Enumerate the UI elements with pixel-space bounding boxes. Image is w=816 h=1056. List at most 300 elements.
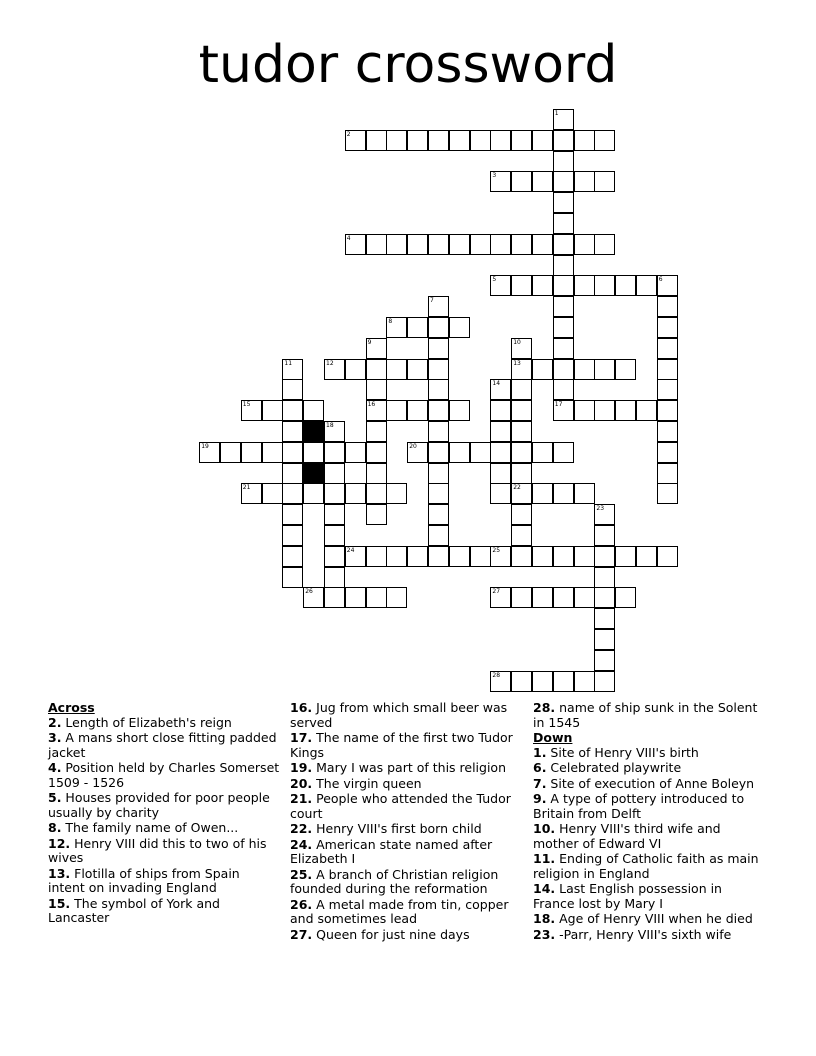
grid-cell[interactable] <box>532 275 553 296</box>
grid-cell[interactable] <box>490 421 511 442</box>
grid-cell[interactable] <box>553 213 574 234</box>
grid-cell[interactable] <box>449 130 470 151</box>
clue-item <box>48 791 280 820</box>
clue-num: 2. <box>48 714 62 730</box>
grid-cell[interactable] <box>490 234 511 255</box>
grid-cell[interactable] <box>303 442 324 463</box>
grid-cell[interactable] <box>220 442 241 463</box>
grid-cell[interactable] <box>324 525 345 546</box>
grid-cell[interactable] <box>553 587 574 608</box>
grid-cell[interactable] <box>366 234 387 255</box>
clue-num: 27. <box>290 926 313 942</box>
clue-heading: Down <box>533 730 573 745</box>
clue-text: A type of pottery introduced to Britain from Delft <box>533 791 745 821</box>
grid-cell[interactable] <box>574 587 595 608</box>
clue-item <box>290 822 522 837</box>
black-cell <box>303 463 324 484</box>
clue-num: 24. <box>290 836 313 852</box>
grid-cell[interactable] <box>657 546 678 567</box>
grid-cell[interactable] <box>449 317 470 338</box>
clue-item <box>290 761 522 776</box>
grid-cell[interactable] <box>428 379 449 400</box>
clue-number: 3 <box>492 172 497 180</box>
grid-cell[interactable] <box>386 400 407 421</box>
grid-cell[interactable] <box>407 400 428 421</box>
grid-cell[interactable] <box>594 359 615 380</box>
black-cell <box>303 421 324 442</box>
grid-cell[interactable] <box>428 546 449 567</box>
grid-cell[interactable] <box>594 546 615 567</box>
clue-number: 21 <box>242 484 251 492</box>
clue-text: The family name of Owen... <box>61 820 239 835</box>
grid-cell[interactable] <box>449 234 470 255</box>
grid-cell[interactable] <box>574 130 595 151</box>
clue-text: The name of the first two Tudor Kings <box>290 730 513 760</box>
grid-cell[interactable] <box>386 546 407 567</box>
grid-cell[interactable] <box>511 546 532 567</box>
grid-cell[interactable] <box>553 296 574 317</box>
grid-cell[interactable] <box>490 130 511 151</box>
clue-num: 21. <box>290 791 313 806</box>
clue-num: 10. <box>533 821 556 836</box>
clue-item <box>533 882 765 911</box>
grid-cell[interactable] <box>407 359 428 380</box>
grid-cell[interactable] <box>657 421 678 442</box>
clue-item <box>290 701 522 730</box>
clue-num: 14. <box>533 881 556 896</box>
grid-cell[interactable] <box>324 587 345 608</box>
grid-cell[interactable] <box>532 130 553 151</box>
grid-cell[interactable] <box>490 483 511 504</box>
clue-text: Mary I was part of this religion <box>312 760 507 775</box>
grid-cell[interactable] <box>241 483 262 504</box>
grid-cell[interactable] <box>345 587 366 608</box>
clue-text: American state named after Elizabeth I <box>290 836 493 866</box>
clue-number: 2 <box>346 130 351 138</box>
grid-cell[interactable] <box>657 275 678 296</box>
clue-text: Site of execution of Anne Boleyn <box>546 775 755 791</box>
clue-num: 17. <box>290 730 313 745</box>
grid-cell[interactable] <box>345 130 366 151</box>
clue-item <box>533 777 765 792</box>
clue-text: Henry VIII's first born child <box>312 821 482 836</box>
grid-cell[interactable] <box>386 483 407 504</box>
grid-cell[interactable] <box>636 400 657 421</box>
clue-number: 22 <box>513 484 521 492</box>
grid-cell[interactable] <box>553 234 574 255</box>
grid-cell[interactable] <box>511 525 532 546</box>
clue-number: 28 <box>492 671 501 679</box>
clue-item <box>533 746 765 761</box>
grid-cell[interactable] <box>407 234 428 255</box>
grid-cell[interactable] <box>553 192 574 213</box>
grid-cell[interactable] <box>594 629 615 650</box>
grid-cell[interactable] <box>428 234 449 255</box>
clue-num: 6. <box>533 760 547 775</box>
clue-column-3 <box>533 701 765 943</box>
grid-cell[interactable] <box>615 400 636 421</box>
grid-cell[interactable] <box>657 359 678 380</box>
grid-cell[interactable] <box>511 421 532 442</box>
grid-cell[interactable] <box>574 275 595 296</box>
grid-cell[interactable] <box>636 275 657 296</box>
grid-cell[interactable] <box>594 400 615 421</box>
grid-cell[interactable] <box>366 359 387 380</box>
grid-cell[interactable] <box>574 671 595 692</box>
clue-text: The symbol of York and Lancaster <box>48 895 220 925</box>
grid-cell[interactable] <box>553 359 574 380</box>
clue-number: 12 <box>326 359 334 367</box>
grid-cell[interactable] <box>282 567 303 588</box>
grid-cell[interactable] <box>657 442 678 463</box>
grid-cell[interactable] <box>324 504 345 525</box>
grid-cell[interactable] <box>470 442 491 463</box>
grid-cell[interactable] <box>594 567 615 588</box>
grid-cell[interactable] <box>532 442 553 463</box>
clue-num: 3. <box>48 730 62 745</box>
clue-item <box>48 867 280 896</box>
grid-cell[interactable] <box>553 317 574 338</box>
clue-item <box>533 852 765 881</box>
grid-cell[interactable] <box>428 483 449 504</box>
grid-cell[interactable] <box>532 546 553 567</box>
grid-cell[interactable] <box>511 338 532 359</box>
grid-cell[interactable] <box>345 546 366 567</box>
grid-cell[interactable] <box>553 442 574 463</box>
grid-cell[interactable] <box>303 587 324 608</box>
grid-cell[interactable] <box>282 379 303 400</box>
grid-cell[interactable] <box>532 483 553 504</box>
grid-cell[interactable] <box>199 442 220 463</box>
grid-cell[interactable] <box>366 463 387 484</box>
clue-item <box>533 701 765 730</box>
grid-cell[interactable] <box>511 400 532 421</box>
clue-text: A mans short close fitting padded jacket <box>48 730 277 760</box>
grid-cell[interactable] <box>553 130 574 151</box>
grid-cell[interactable] <box>428 504 449 525</box>
grid-cell[interactable] <box>594 504 615 525</box>
grid-cell[interactable] <box>553 275 574 296</box>
clue-text: The virgin queen <box>312 775 422 791</box>
grid-cell[interactable] <box>470 546 491 567</box>
grid-cell[interactable] <box>324 359 345 380</box>
grid-cell[interactable] <box>657 483 678 504</box>
clue-number: 23 <box>596 505 605 513</box>
grid-cell[interactable] <box>303 483 324 504</box>
grid-cell[interactable] <box>574 483 595 504</box>
clue-item <box>290 868 522 897</box>
grid-cell[interactable] <box>511 671 532 692</box>
clue-number: 18 <box>326 422 334 429</box>
grid-cell[interactable] <box>636 546 657 567</box>
clue-number: 11 <box>284 359 293 367</box>
clue-num: 15. <box>48 895 71 911</box>
grid-cell[interactable] <box>574 546 595 567</box>
clue-num: 18. <box>533 911 556 926</box>
grid-cell[interactable] <box>594 275 615 296</box>
clue-num: 13. <box>48 865 71 881</box>
clue-number: 27 <box>492 588 501 596</box>
grid-cell[interactable] <box>490 171 511 192</box>
clue-text: Age of Henry VIII when he died <box>555 911 753 926</box>
grid-cell[interactable] <box>490 442 511 463</box>
grid-cell[interactable] <box>262 483 283 504</box>
clue-text: Position held by Charles Somerset 1509 - 1526 <box>48 760 280 790</box>
grid-cell[interactable] <box>490 463 511 484</box>
grid-cell[interactable] <box>366 504 387 525</box>
clue-text: -Parr, Henry VIII's sixth wife <box>555 926 732 942</box>
grid-cell[interactable] <box>366 421 387 442</box>
grid-cell[interactable] <box>386 234 407 255</box>
grid-cell[interactable] <box>428 400 449 421</box>
clue-number: 1 <box>554 110 559 117</box>
clue-num: 16. <box>290 700 313 715</box>
grid-cell[interactable] <box>428 296 449 317</box>
clue-num: 9. <box>533 791 547 806</box>
grid-cell[interactable] <box>407 546 428 567</box>
grid-cell[interactable] <box>511 504 532 525</box>
grid-cell[interactable] <box>615 359 636 380</box>
clue-number: 17 <box>554 401 563 409</box>
grid-cell[interactable] <box>532 359 553 380</box>
grid-cell[interactable] <box>532 234 553 255</box>
grid-cell[interactable] <box>594 234 615 255</box>
grid-cell[interactable] <box>615 275 636 296</box>
grid-cell[interactable] <box>366 400 387 421</box>
grid-cell[interactable] <box>282 421 303 442</box>
grid-cell[interactable] <box>511 171 532 192</box>
grid-cell[interactable] <box>428 525 449 546</box>
grid-cell[interactable] <box>574 359 595 380</box>
grid-cell[interactable] <box>594 650 615 671</box>
clue-item <box>290 792 522 821</box>
grid-cell[interactable] <box>594 671 615 692</box>
clue-item <box>290 928 522 943</box>
clue-num: 26. <box>290 896 313 912</box>
clue-item <box>533 822 765 851</box>
clue-text: A metal made from tin, copper and sometimes lead <box>290 896 509 926</box>
grid-cell[interactable] <box>324 421 345 442</box>
grid-cell[interactable] <box>303 400 324 421</box>
grid-cell[interactable] <box>532 587 553 608</box>
grid-cell[interactable] <box>553 546 574 567</box>
clue-item <box>533 761 765 776</box>
grid-cell[interactable] <box>282 504 303 525</box>
grid-cell[interactable] <box>345 483 366 504</box>
clue-item <box>533 792 765 821</box>
clue-number: 10 <box>513 338 521 346</box>
grid-cell[interactable] <box>386 130 407 151</box>
grid-cell[interactable] <box>490 587 511 608</box>
page-title: tudor crossword <box>198 35 618 95</box>
grid-cell[interactable] <box>449 400 470 421</box>
clue-num: 19. <box>290 760 313 775</box>
grid-cell[interactable] <box>594 608 615 629</box>
grid-cell[interactable] <box>657 296 678 317</box>
grid-cell[interactable] <box>386 587 407 608</box>
clue-number: 9 <box>367 338 372 346</box>
grid-cell[interactable] <box>366 379 387 400</box>
grid-cell[interactable] <box>594 130 615 151</box>
grid-cell[interactable] <box>407 442 428 463</box>
clue-number: 19 <box>201 442 209 450</box>
clue-column-1 <box>48 701 280 927</box>
grid-cell[interactable] <box>262 400 283 421</box>
grid-cell[interactable] <box>490 546 511 567</box>
grid-cell[interactable] <box>428 338 449 359</box>
grid-cell[interactable] <box>594 171 615 192</box>
clue-number: 5 <box>492 276 497 284</box>
grid-cell[interactable] <box>615 546 636 567</box>
grid-cell[interactable] <box>324 463 345 484</box>
clue-text: Jug from which small beer was served <box>290 700 508 730</box>
grid-cell[interactable] <box>366 546 387 567</box>
clue-number: 4 <box>346 234 351 242</box>
grid-cell[interactable] <box>366 130 387 151</box>
clue-item <box>533 912 765 927</box>
grid-cell[interactable] <box>511 359 532 380</box>
grid-cell[interactable] <box>553 483 574 504</box>
clue-num: 4. <box>48 760 62 775</box>
grid-cell[interactable] <box>553 671 574 692</box>
grid-cell[interactable] <box>511 442 532 463</box>
clue-item <box>290 898 522 927</box>
grid-cell[interactable] <box>282 483 303 504</box>
grid-cell[interactable] <box>657 317 678 338</box>
clue-number: 13 <box>513 359 521 367</box>
grid-cell[interactable] <box>449 546 470 567</box>
grid-cell[interactable] <box>366 587 387 608</box>
clue-text: Site of Henry VIII's birth <box>546 744 699 760</box>
grid-cell[interactable] <box>386 359 407 380</box>
grid-cell[interactable] <box>324 442 345 463</box>
clue-num: 20. <box>290 775 313 791</box>
clue-column-2 <box>290 701 522 943</box>
grid-cell[interactable] <box>470 130 491 151</box>
clue-number: 16 <box>367 401 376 409</box>
grid-cell[interactable] <box>428 130 449 151</box>
clue-number: 15 <box>242 401 251 409</box>
grid-cell[interactable] <box>574 171 595 192</box>
grid-cell[interactable] <box>282 442 303 463</box>
grid-cell[interactable] <box>594 587 615 608</box>
clue-heading: Across <box>48 700 95 715</box>
grid-cell[interactable] <box>345 359 366 380</box>
grid-cell[interactable] <box>428 421 449 442</box>
clue-number: 25 <box>492 546 501 554</box>
grid-cell[interactable] <box>553 109 574 130</box>
clue-item <box>48 897 280 926</box>
grid-cell[interactable] <box>490 400 511 421</box>
grid-cell[interactable] <box>282 546 303 567</box>
grid-cell[interactable] <box>262 442 283 463</box>
clue-num: 5. <box>48 790 62 805</box>
grid-cell[interactable] <box>657 338 678 359</box>
grid-cell[interactable] <box>511 587 532 608</box>
clue-text: Celebrated playwrite <box>546 760 682 775</box>
clue-num: 28. <box>533 700 556 715</box>
grid-cell[interactable] <box>428 359 449 380</box>
grid-cell[interactable] <box>241 442 262 463</box>
grid-cell[interactable] <box>282 359 303 380</box>
clue-number: 20 <box>409 442 417 450</box>
grid-cell[interactable] <box>470 234 491 255</box>
grid-cell[interactable] <box>428 442 449 463</box>
grid-cell[interactable] <box>282 525 303 546</box>
clue-item <box>533 928 765 943</box>
grid-cell[interactable] <box>553 171 574 192</box>
grid-cell[interactable] <box>532 171 553 192</box>
grid-cell[interactable] <box>407 130 428 151</box>
grid-cell[interactable] <box>553 338 574 359</box>
grid-cell[interactable] <box>428 463 449 484</box>
clue-item <box>290 838 522 867</box>
grid-cell[interactable] <box>553 379 574 400</box>
clue-item <box>48 731 280 760</box>
grid-cell[interactable] <box>366 442 387 463</box>
grid-cell[interactable] <box>532 671 553 692</box>
grid-cell[interactable] <box>282 400 303 421</box>
clue-text: Henry VIII's third wife and mother of Edward VI <box>533 821 721 851</box>
grid-cell[interactable] <box>511 275 532 296</box>
grid-cell[interactable] <box>345 442 366 463</box>
grid-cell[interactable] <box>511 483 532 504</box>
grid-cell[interactable] <box>594 525 615 546</box>
grid-cell[interactable] <box>282 463 303 484</box>
grid-cell[interactable] <box>366 483 387 504</box>
clue-item <box>48 821 280 836</box>
grid-cell[interactable] <box>511 379 532 400</box>
grid-cell[interactable] <box>490 379 511 400</box>
grid-cell[interactable] <box>511 234 532 255</box>
clue-num: 8. <box>48 820 62 835</box>
grid-cell[interactable] <box>657 379 678 400</box>
grid-cell[interactable] <box>574 234 595 255</box>
clue-num: 11. <box>533 851 556 866</box>
clue-item <box>48 761 280 790</box>
clue-number: 14 <box>492 380 501 388</box>
grid-cell[interactable] <box>241 400 262 421</box>
grid-cell[interactable] <box>553 255 574 276</box>
clue-text: Queen for just nine days <box>312 926 470 942</box>
grid-cell[interactable] <box>345 234 366 255</box>
clue-number: 7 <box>430 297 434 305</box>
clue-num: 7. <box>533 775 547 791</box>
grid-cell[interactable] <box>324 546 345 567</box>
grid-cell[interactable] <box>490 671 511 692</box>
grid-cell[interactable] <box>511 130 532 151</box>
grid-cell[interactable] <box>386 317 407 338</box>
clue-num: 23. <box>533 926 556 942</box>
grid-cell[interactable] <box>324 567 345 588</box>
grid-cell[interactable] <box>657 400 678 421</box>
clue-num: 12. <box>48 835 71 851</box>
grid-cell[interactable] <box>449 442 470 463</box>
grid-cell[interactable] <box>574 400 595 421</box>
grid-cell[interactable] <box>553 400 574 421</box>
grid-cell[interactable] <box>366 338 387 359</box>
clue-item <box>48 716 280 731</box>
grid-cell[interactable] <box>511 463 532 484</box>
grid-cell[interactable] <box>553 151 574 172</box>
grid-cell[interactable] <box>615 587 636 608</box>
grid-cell[interactable] <box>324 483 345 504</box>
clue-item <box>290 777 522 792</box>
grid-cell[interactable] <box>490 275 511 296</box>
grid-cell[interactable] <box>657 463 678 484</box>
grid-cell[interactable] <box>428 317 449 338</box>
grid-cell[interactable] <box>407 317 428 338</box>
